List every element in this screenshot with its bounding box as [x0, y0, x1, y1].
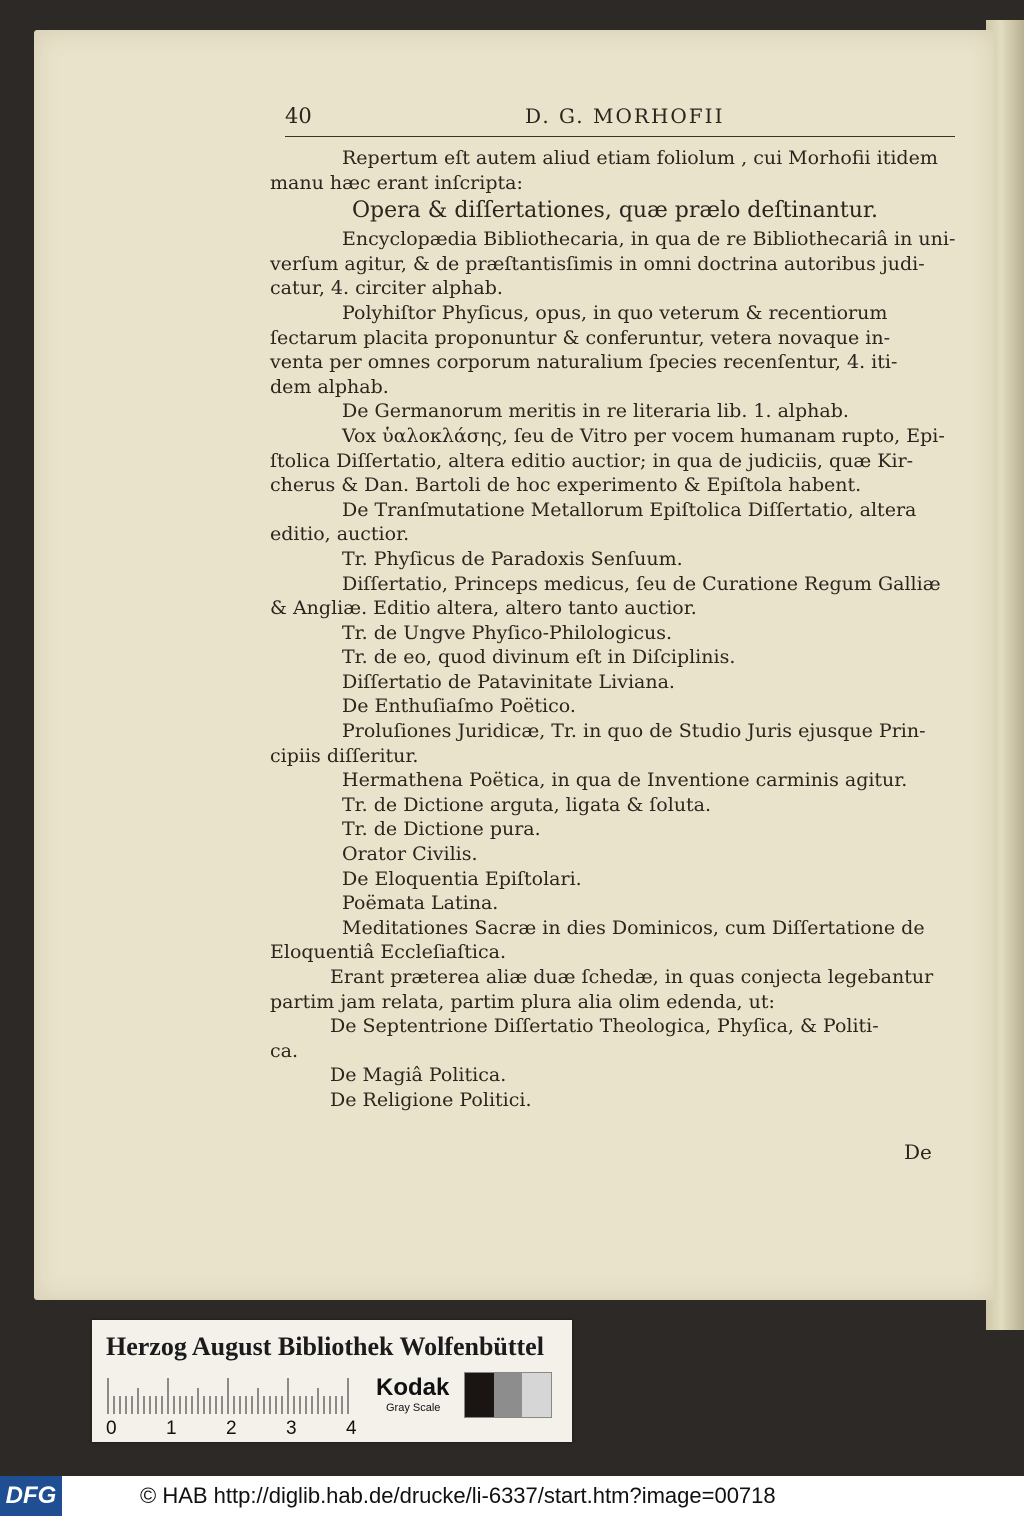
ruler-number: 3 [286, 1418, 297, 1439]
page-body-text [270, 146, 960, 1113]
text-line: Eloquentiâ Eccleſiaſtica. [270, 941, 507, 964]
text-line: partim jam relata, partim plura alia olim edenda, ut: [270, 990, 775, 1013]
text-line: venta per omnes corporum naturalium ſpecies recenſentur, 4. iti- [270, 351, 898, 374]
text-line: Tr. de eo, quod divinum eſt in Diſciplinis. [342, 646, 736, 669]
section-heading: Opera & diſſertationes, quæ prælo deſtinantur. [352, 198, 878, 224]
library-name: Herzog August Bibliothek Wolfenbüttel [106, 1332, 544, 1361]
ruler-number: 1 [166, 1418, 177, 1439]
text-line: De Religione Politici. [330, 1088, 532, 1111]
gray-scale-label: Gray Scale [386, 1402, 441, 1414]
ruler-numbers [106, 1418, 448, 1440]
page-number: 40 [285, 104, 312, 128]
text-line: dem alphab. [270, 375, 389, 398]
page-header [285, 104, 955, 134]
text-line: & Angliæ. Editio altera, altero tanto auctior. [270, 597, 697, 620]
text-line: Vox ὑαλοκλάσης, ſeu de Vitro per vocem humanam rupto, Epi- [342, 424, 945, 447]
text-line: De Septentrione Diſſertatio Theologica, Phyſica, & Politi- [330, 1015, 879, 1038]
dfg-logo: DFG [0, 1476, 62, 1516]
catchword: De [904, 1140, 932, 1164]
ruler-ticks [106, 1378, 356, 1418]
text-line: cipiis diſſeritur. [270, 744, 419, 767]
ruler-number: 0 [106, 1418, 117, 1439]
text-line: cherus & Dan. Bartoli de hoc experimento & Epiſtola habent. [270, 474, 862, 497]
text-line: Hermathena Poëtica, in qua de Inventione carminis agitur. [342, 769, 908, 792]
text-line: catur, 4. circiter alphab. [270, 277, 503, 300]
text-line: Meditationes Sacræ in dies Dominicos, cum Diſſertatione de [342, 916, 925, 939]
text-line: Erant præterea aliæ duæ ſchedæ, in quas conjecta legebantur [330, 966, 934, 988]
running-title: D. G. MORHOFII [525, 104, 725, 128]
ruler-number: 2 [226, 1418, 237, 1439]
text-line: De Eloquentia Epiſtolari. [342, 867, 582, 890]
text-line: Poëmata Latina. [342, 892, 499, 915]
text-line: ſectarum placita proponuntur & conferuntur, vetera novaque in- [270, 326, 891, 349]
gray-swatches [464, 1372, 552, 1418]
footer-bar [0, 1476, 1024, 1516]
text-line: Polyhiſtor Phyſicus, opus, in quo veterum & recentiorum [342, 301, 888, 324]
text-line: Encyclopædia Bibliothecaria, in qua de re Bibliothecariâ in uni- [342, 228, 956, 251]
copyright-link[interactable]: © HAB http://diglib.hab.de/drucke/li-6337/start.htm?image=00718 [140, 1483, 776, 1508]
text-line: ca. [270, 1039, 299, 1062]
text-line: Tr. Phyſicus de Paradoxis Senſuum. [342, 547, 683, 570]
text-line: editio, auctior. [270, 523, 410, 546]
text-line: De Germanorum meritis in re literaria lib. 1. alphab. [342, 400, 849, 423]
text-line: Tr. de Dictione pura. [342, 818, 541, 841]
text-line: Diſſertatio de Patavinitate Liviana. [342, 670, 675, 693]
gray-swatch [494, 1373, 523, 1417]
text-line: De Tranſmutatione Metallorum Epiſtolica Diſſertatio, altera [342, 498, 917, 521]
text-line: manu hæc erant inſcripta: [270, 171, 523, 194]
text-line: Orator Civilis. [342, 843, 478, 866]
header-rule [285, 136, 955, 137]
gray-swatch [465, 1373, 494, 1417]
kodak-logo: Kodak [376, 1374, 450, 1401]
text-line: Diſſertatio, Princeps medicus, ſeu de Curatione Regum Galliæ [342, 572, 941, 595]
text-line: Proluſiones Juridicæ, Tr. in quo de Studio Juris ejusque Prin- [342, 720, 926, 743]
text-line: verſum agitur, & de præſtantisſimis in omni doctrina autoribus judi- [270, 252, 925, 275]
ruler-number: 4 [346, 1418, 357, 1439]
text-line: Repertum eſt autem aliud etiam foliolum , cui Morhofii itidem [342, 147, 938, 169]
text-line: Tr. de Dictione arguta, ligata & ſoluta. [342, 793, 712, 816]
color-scale-card [92, 1320, 572, 1442]
gray-swatch [522, 1373, 551, 1417]
text-line: De Magiâ Politica. [330, 1064, 507, 1087]
text-line: ſtolica Diſſertatio, altera editio auctior; in qua de judiciis, quæ Kir- [270, 449, 914, 472]
text-line: De Enthuſiaſmo Poëtico. [342, 695, 576, 718]
text-line: Tr. de Ungve Phyſico-Philologicus. [342, 621, 673, 644]
